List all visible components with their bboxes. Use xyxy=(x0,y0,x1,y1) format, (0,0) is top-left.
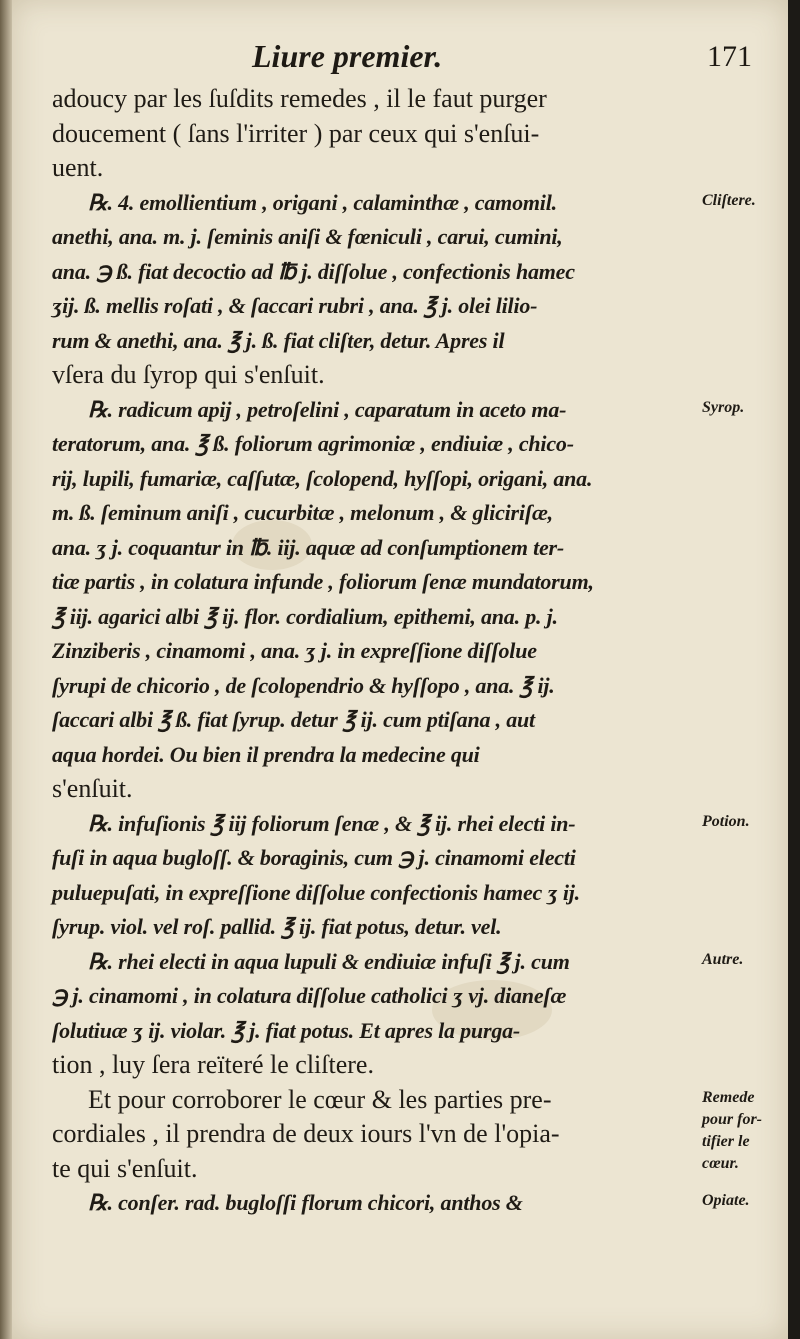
text-line: uent. xyxy=(52,153,104,182)
text-line: cordiales , il prendra de deux iours l'vn de l'opia- xyxy=(52,1119,560,1148)
text-line: ℞. conſer. rad. bugloſſi florum chicori, anthos & xyxy=(88,1190,523,1215)
text-line: ʒij. ß. mellis roſati , & ſaccari rubri , ana. ℥ j. olei lilio- xyxy=(52,293,538,318)
text-line: ſolutiuæ ʒ ij. violar. ℥ j. fiat potus. Et apres la purga- xyxy=(52,1017,521,1043)
text-line: fuſi in aqua bugloſſ. & boraginis, cum ℈ j. cinamomi electi xyxy=(52,845,576,870)
page-body-text xyxy=(52,82,692,1221)
margin-note: Potion. xyxy=(702,812,750,830)
text-line: ana. ℈ ß. fiat decoctio ad ℔ j. diſſolue , confectionis hamec xyxy=(52,258,575,284)
margin-note: Remede pour for- tifier le cœur. xyxy=(702,1088,763,1172)
text-line: ana. ʒ j. coquantur in ℔. iij. aquæ ad conſumptionem ter- xyxy=(52,534,565,560)
text-line: tiæ partis , in colatura infunde , foliorum ſenæ mundatorum, xyxy=(52,569,594,594)
text-line: m. ß. ſeminum aniſi , cucurbitæ , melonum , & gliciriſæ, xyxy=(52,500,553,525)
book-page xyxy=(12,0,788,1339)
text-line: Et pour corroborer le cœur & les parties pre- xyxy=(88,1084,552,1114)
text-line: teratorum, ana. ℥ ß. foliorum agrimoniæ , endiuiæ , chico- xyxy=(52,431,574,456)
margin-note: Opiate. xyxy=(702,1192,750,1209)
text-line: ℞. radicum apij , petroſelini , caparatum in aceto ma- xyxy=(88,396,567,422)
text-line: te qui s'enſuit. xyxy=(52,1153,198,1183)
text-line: rum & anethi, ana. ℥ j. ß. fiat cliſter, detur. Apres il xyxy=(52,327,505,353)
text-line: tion , luy ſera reïteré le cliſtere. xyxy=(52,1050,374,1079)
page-number: 171 xyxy=(707,40,752,73)
text-line: ſaccari albi ℥ ß. fiat ſyrup. detur ℥ ij. cum ptiſana , aut xyxy=(52,707,535,732)
text-line: anethi, ana. m. j. ſeminis aniſi & fœniculi , carui, cumini, xyxy=(52,224,563,249)
text-line: ℞. 4. emollientium , origani , calaminthæ , camomil. xyxy=(88,189,557,215)
text-line: Zinziberis , cinamomi , ana. ʒ j. in expreſſione diſſolue xyxy=(52,638,537,663)
running-title: Liure premier. xyxy=(252,38,443,74)
text-line: vſera du ſyrop qui s'enſuit. xyxy=(52,360,325,389)
margin-note: Autre. xyxy=(702,950,744,968)
text-line: ℞. rhei electi in aqua lupuli & endiuiæ infuſi ℥ j. cum xyxy=(88,948,570,974)
page-header xyxy=(12,38,788,78)
text-line: puluериſati, in expreſſione diſſolue confectionis hamec ʒ ij. xyxy=(52,879,580,905)
margin-note: Syrop. xyxy=(702,398,745,416)
text-line: doucement ( ſans l'irriter ) par ceux qui s'enſui- xyxy=(52,118,540,148)
text-line: aqua hordei. Ou bien il prendra la medecine qui xyxy=(52,741,480,767)
text-line: s'enſuit. xyxy=(52,774,133,803)
margin-note: Cliſtere. xyxy=(702,191,756,209)
text-line: ℞. infuſionis ℥ iij foliorum ſenæ , & ℥ ij. rhei electi in- xyxy=(88,810,576,836)
text-line: ℥ iij. agarici albi ℥ ij. flor. cordialium, epithemi, ana. p. j. xyxy=(52,603,558,629)
text-line: rij, lupili, fumariæ, caſſutæ, ſcolopend, hyſſopi, origani, ana. xyxy=(52,465,593,491)
text-line: ſyrupi de chicorio , de ſcolopendrio & hyſſopo , ana. ℥ ij. xyxy=(52,672,555,698)
text-line: ℈ j. cinamomi , in colatura diſſolue catholici ʒ vj. dianeſæ xyxy=(52,983,567,1008)
text-line: ſyrup. viol. vel roſ. pallid. ℥ ij. fiat potus, detur. vel. xyxy=(52,914,502,939)
text-line: adoucy par les ſuſdits remedes , il le faut purger xyxy=(52,84,547,113)
